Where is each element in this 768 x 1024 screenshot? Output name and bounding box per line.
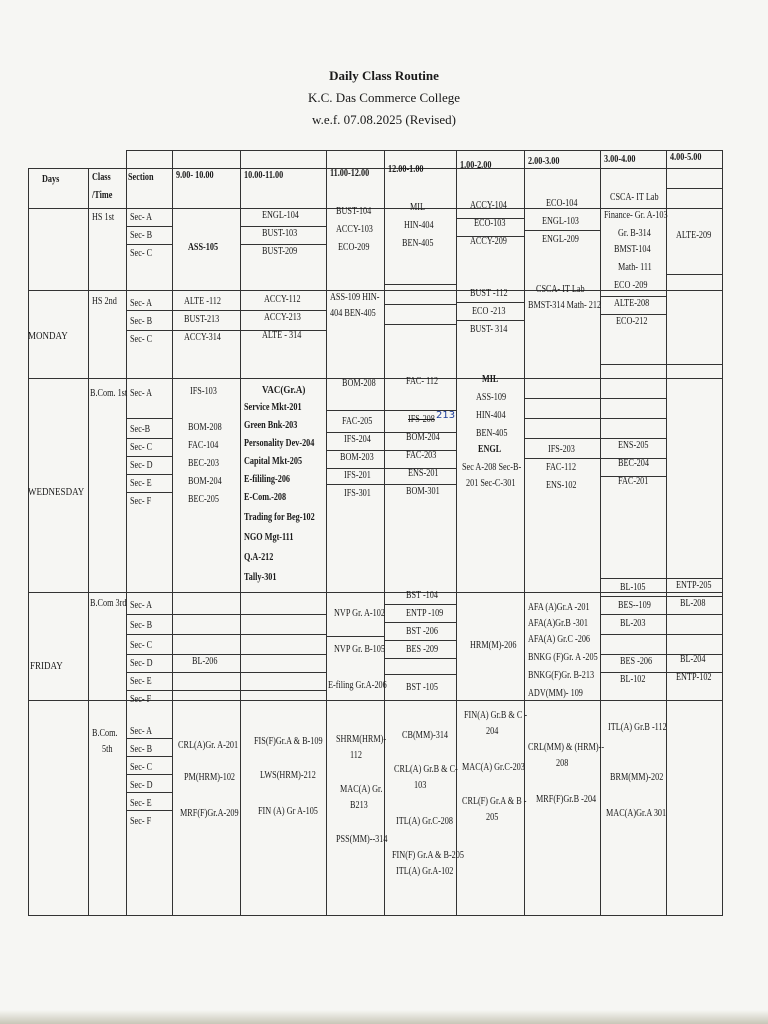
hs2-slot1-b: BUST-213: [184, 314, 220, 325]
bcom1-slot7-d: BEC-204: [618, 458, 649, 469]
bcom1-sec-e: Sec- E: [130, 478, 152, 489]
bcom1-slot3-d: BOM-203: [340, 452, 374, 463]
bcom5-slot6-3: MRF(F)Gr.B -204: [536, 794, 597, 805]
effective-date: w.e.f. 07.08.2025 (Revised): [312, 112, 456, 127]
bcom1-vac-9: Q.A-212: [244, 552, 274, 563]
hs1-slot5-a: ACCY-104: [470, 200, 507, 211]
hs1-slot7-3: Gr. B-314: [618, 228, 651, 239]
bcom5-slot2-1: FIS(F)Gr.A & B-109: [254, 736, 323, 747]
hs1-slot2-c: BUST-209: [262, 246, 298, 257]
bcom5-slot6-2: 208: [556, 758, 569, 769]
bcom3-slot4-3: BST -206: [406, 626, 438, 637]
bcom1-slot4-c: BOM-204: [406, 432, 440, 443]
bcom5-slot7-2: BRM(MM)-202: [610, 772, 664, 783]
bcom1-vac-2: Green Bnk-203: [244, 420, 298, 431]
hs2-slot5-a: BUST -112: [470, 288, 508, 299]
bcom1-slot6-e: ENS-102: [546, 480, 577, 491]
bcom1-slot5-4: BEN-405: [476, 428, 508, 439]
hs1-slot4-1: MIL: [410, 202, 426, 213]
class-hs1: HS 1st: [92, 212, 115, 223]
bcom3-slot6-f: ADV(MM)- 109: [528, 688, 583, 699]
bcom1-slot3-e: IFS-201: [344, 470, 371, 481]
bcom3-slot7-1: BL-105: [620, 582, 646, 593]
bcom3-slot6-c: AFA(A) Gr.C -206: [528, 634, 591, 645]
bcom1-vac-3: Personality Dev-204: [244, 438, 315, 449]
hs1-slot7-4: BMST-104: [614, 244, 651, 255]
hs1-slot6-c: ENGL-209: [542, 234, 579, 245]
bcom1-slot7-e: FAC-201: [618, 476, 649, 487]
bcom1-slot3-c: IFS-204: [344, 434, 371, 445]
hs2-slot6-1: CSCA- IT Lab: [536, 284, 585, 295]
bcom1-slot1-e: BOM-204: [188, 476, 222, 487]
bcom1-sec-f: Sec- F: [130, 496, 152, 507]
bcom3-slot8-3: BL-204: [680, 654, 706, 665]
college-name: K.C. Das Commerce College: [308, 90, 460, 105]
hs2-slot3-1: ASS-109 HIN-: [330, 292, 380, 303]
bcom3-slot4-2: ENTP -109: [406, 608, 444, 619]
bcom3-sec-a: Sec- A: [130, 600, 153, 611]
bcom3-sec-d: Sec- D: [130, 658, 153, 669]
bcom3-slot4-4: BES -209: [406, 644, 439, 655]
header-slot-1: 9.00- 10.00: [176, 170, 214, 181]
bcom5-slot3-4: B213: [350, 800, 368, 811]
bcom3-sec-c: Sec- C: [130, 640, 153, 651]
hs2-sec-a: Sec- A: [130, 298, 153, 309]
bcom1-slot5-7: 201 Sec-C-301: [466, 478, 516, 489]
page-edge: [0, 1010, 768, 1024]
bcom5-sec-b: Sec- B: [130, 744, 153, 755]
bcom3-slot7-4: BES -206: [620, 656, 653, 667]
hs2-sec-c: Sec- C: [130, 334, 153, 345]
bcom1-sec-d: Sec- D: [130, 460, 153, 471]
bcom5-slot1-1: CRL(A)Gr. A-201: [178, 740, 239, 751]
bcom5-slot4-1: CB(MM)-314: [402, 730, 449, 741]
hs2-slot1-c: ACCY-314: [184, 332, 221, 343]
header-slot-3: 11.00-12.00: [330, 168, 370, 179]
day-monday: MONDAY: [28, 330, 68, 342]
bcom1-vac-8: NGO Mgt-111: [244, 532, 294, 543]
bcom3-slot8-2: BL-208: [680, 598, 706, 609]
hs2-slot5-c: BUST- 314: [470, 324, 508, 335]
hs2-slot2-c: ALTE - 314: [262, 330, 302, 341]
bcom5-slot3-5: PSS(MM)--314: [336, 834, 388, 845]
bcom1-slot5-2: ASS-109: [476, 392, 507, 403]
bcom3-slot5: HRM(M)-206: [470, 640, 517, 651]
handwritten-correction: 213: [436, 410, 456, 421]
bcom5-sec-c: Sec- C: [130, 762, 153, 773]
bcom1-slot1-d: BEC-203: [188, 458, 219, 469]
hs1-slot3-b: ACCY-103: [336, 224, 373, 235]
class-bcom5-sem: 5th: [102, 744, 113, 755]
hs1-slot2-a: ENGL-104: [262, 210, 299, 221]
hs1-slot7-2: Finance- Gr. A-103: [604, 210, 668, 221]
hs2-slot5-b: ECO -213: [472, 306, 506, 317]
bcom3-slot6-b: AFA(A)Gr.B -301: [528, 618, 588, 629]
bcom1-sec-c: Sec- C: [130, 442, 153, 453]
bcom1-slot4-f: BOM-301: [406, 486, 440, 497]
hs1-slot3-c: ECO-209: [338, 242, 370, 253]
hs1-slot4-2: HIN-404: [404, 220, 434, 231]
bcom5-sec-d: Sec- D: [130, 780, 153, 791]
bcom3-slot7-3: BL-203: [620, 618, 646, 629]
bcom3-slot7-5: BL-102: [620, 674, 646, 685]
bcom5-slot5-5: 205: [486, 812, 499, 823]
header-section: Section: [128, 172, 154, 183]
bcom1-sec-a: Sec- A: [130, 388, 153, 399]
bcom3-slot3-2: NVP Gr. B-105: [334, 644, 385, 655]
bcom5-slot5-3: MAC(A) Gr.C-203: [462, 762, 525, 773]
hs1-sec-b: Sec- B: [130, 230, 153, 241]
hs1-slot4-3: BEN-405: [402, 238, 434, 249]
bcom3-slot3-3: E-filing Gr.A-206: [328, 680, 387, 691]
hs1-slot7-1: CSCA- IT Lab: [610, 192, 659, 203]
bcom5-sec-f: Sec- F: [130, 816, 152, 827]
header-slot-6: 2.00-3.00: [528, 156, 560, 167]
bcom1-slot1-c: FAC-104: [188, 440, 219, 451]
hs1-slot7-5: Math- 111: [618, 262, 652, 273]
bcom1-slot3-b: FAC-205: [342, 416, 373, 427]
bcom1-vac-7: Trading for Beg-102: [244, 512, 315, 523]
class-hs2: HS 2nd: [92, 296, 117, 307]
bcom5-slot6-1: CRL(MM) & (HRM)--: [528, 742, 605, 753]
hs2-slot7-c: ECO-212: [616, 316, 648, 327]
bcom1-slot6-d: FAC-112: [546, 462, 577, 473]
bcom1-slot5-5: ENGL: [478, 444, 502, 455]
class-bcom1: B.Com. 1st: [90, 388, 128, 399]
hs1-slot2-b: BUST-103: [262, 228, 298, 239]
hs1-sec-a: Sec- A: [130, 212, 153, 223]
bcom3-slot3-1: NVP Gr. A-102: [334, 608, 385, 619]
bcom5-sec-e: Sec- E: [130, 798, 152, 809]
bcom1-slot4-a: FAC- 112: [406, 376, 439, 387]
header-slot-8: 4.00-5.00: [670, 152, 702, 163]
bcom3-sec-b: Sec- B: [130, 620, 153, 631]
class-bcom5: B.Com.: [92, 728, 118, 739]
bcom5-slot4-3: 103: [414, 780, 427, 791]
header-slot-5: 1.00-2.00: [460, 160, 492, 171]
bcom3-slot6-d: BNKG (F)Gr. A -205: [528, 652, 598, 663]
bcom5-slot7-3: MAC(A)Gr.A 301: [606, 808, 667, 819]
bcom1-slot5-1: MIL: [482, 374, 499, 385]
bcom5-slot4-5: FIN(F) Gr.A & B-205: [392, 850, 464, 861]
header-time: /Time: [92, 190, 113, 201]
bcom3-slot7-2: BES--109: [618, 600, 651, 611]
hs1-slot1: ASS-105: [188, 242, 219, 253]
bcom5-slot4-2: CRL(A) Gr.B & C-: [394, 764, 458, 775]
bcom1-slot1-b: BOM-208: [188, 422, 222, 433]
day-friday: FRIDAY: [30, 660, 63, 672]
bcom3-slot8-1: ENTP-205: [676, 580, 712, 591]
hs1-slot5-b: ECO-103: [474, 218, 506, 229]
bcom1-vac-10: Tally-301: [244, 572, 277, 583]
bcom1-vac-title: VAC(Gr.A): [262, 384, 306, 396]
bcom1-vac-5: E-fililing-206: [244, 474, 291, 485]
bcom1-slot1-f: BEC-205: [188, 494, 219, 505]
day-wednesday: WEDNESDAY: [28, 486, 85, 498]
bcom5-slot3-2: 112: [350, 750, 363, 761]
header-slot-2: 10.00-11.00: [244, 170, 284, 181]
bcom1-slot7-c: ENS-205: [618, 440, 649, 451]
bcom5-slot3-1: SHRM(HRM)-: [336, 734, 387, 745]
bcom5-slot1-2: PM(HRM)-102: [184, 772, 236, 783]
bcom5-slot2-3: FIN (A) Gr A-105: [258, 806, 318, 817]
header-days: Days: [42, 174, 60, 185]
hs1-slot8: ALTE-209: [676, 230, 712, 241]
hs1-slot5-c: ACCY-209: [470, 236, 507, 247]
bcom5-slot2-2: LWS(HRM)-212: [260, 770, 316, 781]
bcom3-slot4-1: BST -104: [406, 590, 438, 601]
bcom1-vac-1: Service Mkt-201: [244, 402, 302, 413]
bcom1-slot3-a: BOM-208: [342, 378, 376, 389]
bcom1-sec-b: Sec-B: [130, 424, 151, 435]
bcom5-slot5-2: 204: [486, 726, 499, 737]
bcom5-slot4-4: ITL(A) Gr.C-208: [396, 816, 453, 827]
bcom3-slot4-5: BST -105: [406, 682, 438, 693]
hs2-slot3-2: 404 BEN-405: [330, 308, 376, 319]
header-slot-4: 12.00-1.00: [388, 164, 424, 175]
bcom1-vac-4: Capital Mkt-205: [244, 456, 303, 467]
bcom3-slot6-e: BNKG(F)Gr. B-213: [528, 670, 595, 681]
bcom3-slot1-d: BL-206: [192, 656, 218, 667]
routine-title: Daily Class Routine: [329, 68, 439, 83]
bcom1-slot3-f: IFS-301: [344, 488, 371, 499]
bcom3-sec-f: Sec- F: [130, 694, 152, 705]
bcom1-slot6-c: IFS-203: [548, 444, 575, 455]
hs1-sec-c: Sec- C: [130, 248, 153, 259]
bcom1-vac-6: E-Com.-208: [244, 492, 287, 503]
bcom3-slot8-4: ENTP-102: [676, 672, 712, 683]
bcom5-sec-a: Sec- A: [130, 726, 153, 737]
hs2-slot6-2: BMST-314 Math- 212: [528, 300, 602, 311]
bcom1-slot4-d: FAC-203: [406, 450, 437, 461]
header-class: Class: [92, 172, 111, 183]
bcom5-slot1-3: MRF(F)Gr.A-209: [180, 808, 239, 819]
bcom1-slot1-a: IFS-103: [190, 386, 217, 397]
hs2-slot7-b: ALTE-208: [614, 298, 650, 309]
bcom3-sec-e: Sec- E: [130, 676, 152, 687]
hs1-slot6-a: ECO-104: [546, 198, 578, 209]
header-slot-7: 3.00-4.00: [604, 154, 636, 165]
hs2-slot2-a: ACCY-112: [264, 294, 301, 305]
hs2-sec-b: Sec- B: [130, 316, 153, 327]
hs2-slot1-a: ALTE -112: [184, 296, 221, 307]
bcom5-slot5-1: FIN(A) Gr.B & C -: [464, 710, 528, 721]
hs2-slot7-a: ECO -209: [614, 280, 648, 291]
bcom5-slot4-6: ITL(A) Gr.A-102: [396, 866, 454, 877]
bcom1-slot4-e: ENS-201: [408, 468, 439, 479]
hs1-slot6-b: ENGL-103: [542, 216, 579, 227]
bcom3-slot6-a: AFA (A)Gr.A -201: [528, 602, 590, 613]
bcom1-slot5-3: HIN-404: [476, 410, 506, 421]
bcom1-slot5-6: Sec A-208 Sec-B-: [462, 462, 522, 473]
bcom5-slot5-4: CRL(F) Gr.A & B -: [462, 796, 527, 807]
hs2-slot2-b: ACCY-213: [264, 312, 301, 323]
hs1-slot3-a: BUST-104: [336, 206, 372, 217]
bcom5-slot3-3: MAC(A) Gr.: [340, 784, 383, 795]
bcom1-slot4-b: IFS-208: [408, 414, 435, 425]
bcom5-slot7-1: ITL(A) Gr.B -112: [608, 722, 667, 733]
class-bcom3: B.Com 3rd: [90, 598, 127, 609]
